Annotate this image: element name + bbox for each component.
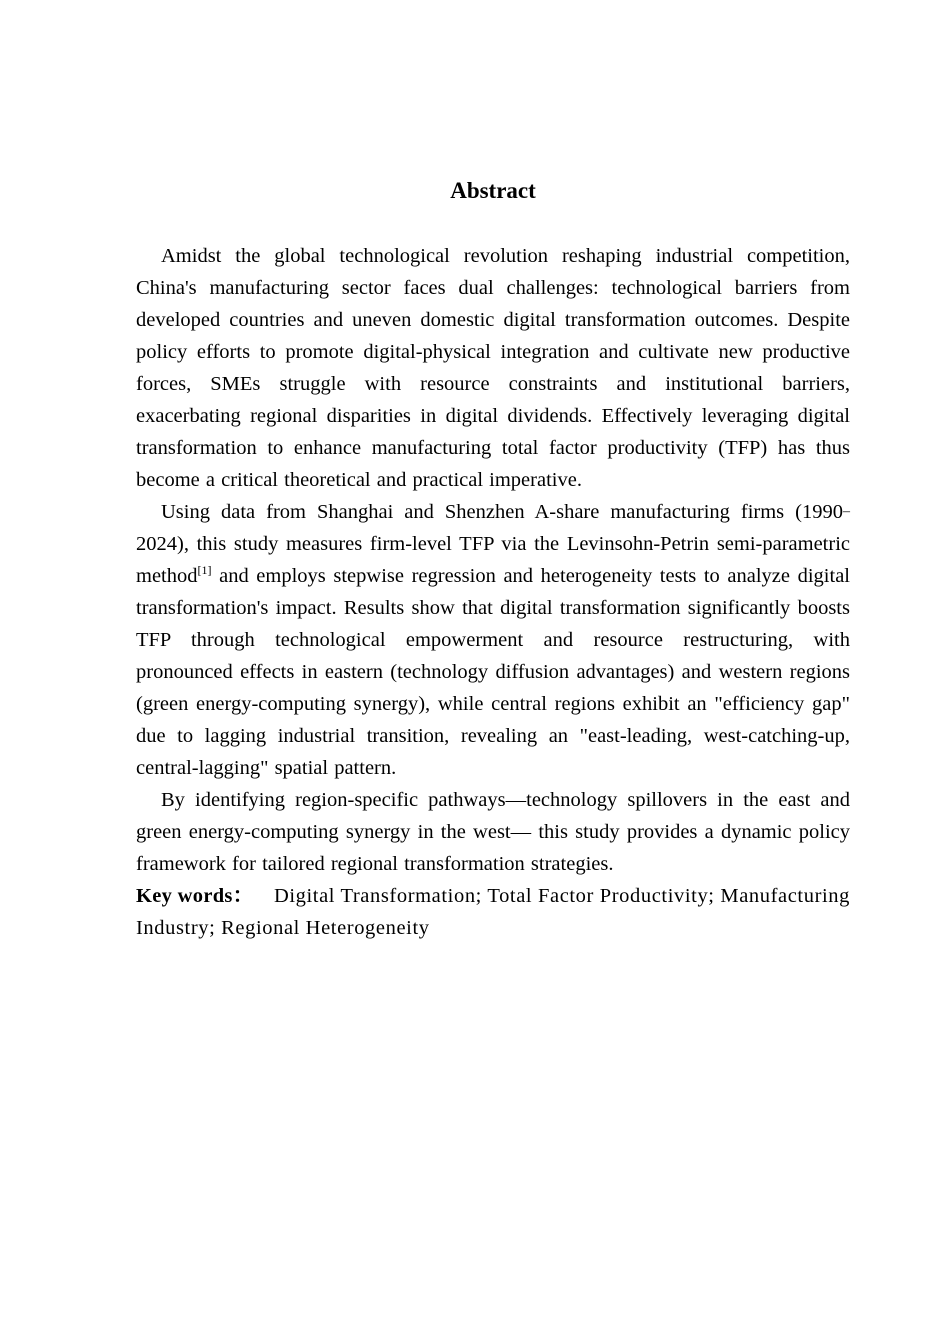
abstract-title: Abstract: [450, 178, 536, 203]
paragraph-3-text-middle: technology spillovers in the east and green energy-computing synergy in the west: [136, 789, 850, 843]
year-range-dash: –: [843, 504, 850, 519]
keywords-label: Key words: [136, 885, 233, 907]
paragraph-2-text-start: Using data from Shanghai and Shenzhen A-share manufacturing firms (1990: [161, 501, 843, 523]
citation-reference[interactable]: [1]: [197, 563, 212, 577]
keywords-colon: ：: [232, 885, 254, 907]
paragraph-2-text-middle: 2024), this study measures firm-level TFP via the Levinsohn-Petrin semi-parametric method: [136, 533, 850, 587]
abstract-paragraph-3: [136, 784, 850, 880]
abstract-body: [136, 240, 850, 944]
em-dash-2: —: [510, 821, 532, 843]
abstract-paragraph-2: [136, 496, 850, 784]
paragraph-2-text-end: and employs stepwise regression and heterogeneity tests to analyze digital transformation's impact. Results show that digital transformation significantly boosts TFP through technological empowerment and resource restructuring, with pronounced effects in eastern (technology diffusion advantages) and western regions (green energy-computing synergy), while central regions exhibit an "efficiency gap" due to lagging industrial transition, revealing an "east-leading, west-catching-up, central-lagging" spatial pattern.: [136, 565, 850, 779]
keywords-line: [136, 880, 850, 944]
keywords-text: Digital Transformation; Total Factor Productivity; Manufacturing Industry; Regional Heterogeneity: [136, 885, 850, 939]
em-dash-1: —: [505, 789, 527, 811]
abstract-paragraph-1: Amidst the global technological revolution reshaping industrial competition, China's manufacturing sector faces dual challenges: technological barriers from developed countries and uneven domestic digital transformation outcomes. Despite policy efforts to promote digital-physical integration and cultivate new productive forces, SMEs struggle with resource constraints and institutional barriers, exacerbating regional disparities in digital dividends. Effectively leveraging digital transformation to enhance manufacturing total factor productivity (TFP) has thus become a critical theoretical and practical imperative.: [136, 245, 850, 491]
paragraph-3-text-start: By identifying region-specific pathways: [161, 789, 506, 811]
paragraph-3-text-end: this study provides a dynamic policy framework for tailored regional transformation strategies.: [136, 821, 850, 875]
